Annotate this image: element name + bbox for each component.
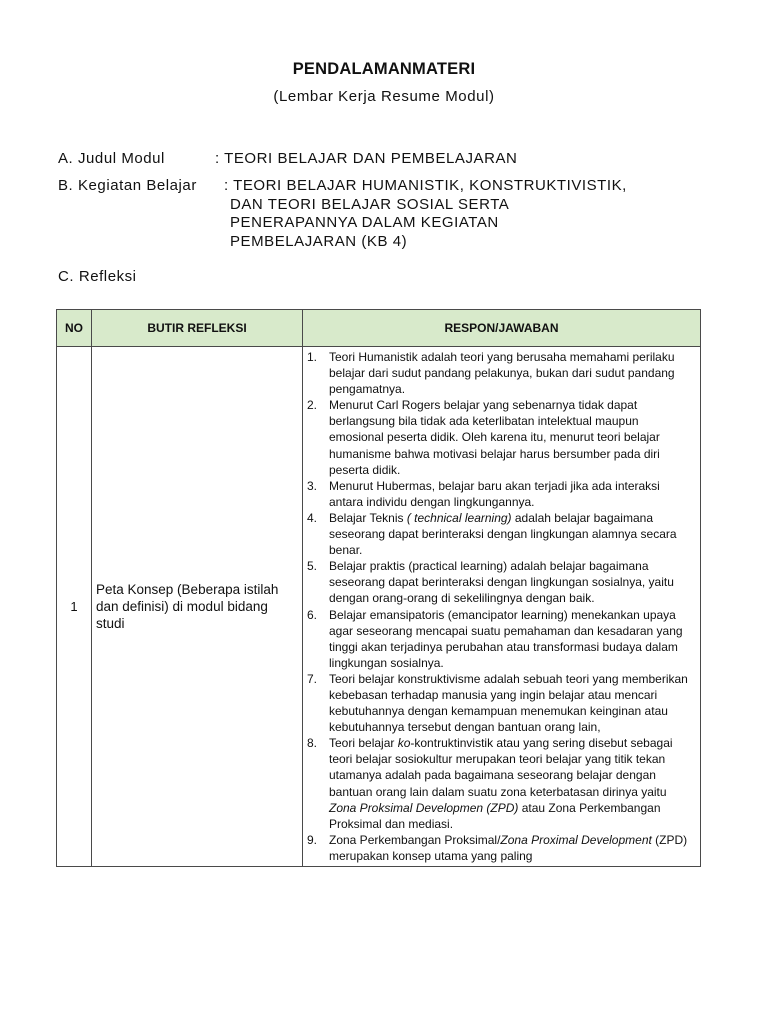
list-item-number: 1. — [307, 350, 318, 364]
list-item-text: Zona Proksimal Developmen (ZPD) — [329, 800, 519, 815]
list-item-text: Belajar emansipatoris (emancipator learning) menekankan upaya agar seseorang mencapai suatu pemahaman dan kesadaran yang tinggi akan terjadinya perubahan atau transformasi budaya dalam lingkungan sosialnya. — [329, 607, 683, 670]
list-item — [303, 558, 692, 606]
list-item-text: Zona Perkembangan Proksimal/ — [329, 832, 501, 847]
refleksi-table — [56, 309, 701, 867]
list-item — [303, 832, 692, 864]
list-item — [303, 735, 692, 832]
kegiatan-line: DAN TEORI BELAJAR SOSIAL SERTA — [230, 195, 510, 213]
list-item — [303, 397, 692, 477]
list-item-text: -kontruktinvistik atau yang sering disebut sebagai teori belajar sosiokultur merupakan teori belajar yang titik tekan utamanya adalah pada bagaimana seseorang belajar dengan bantuan orang lain dalam suatu zona keterbatasan dirinya yaitu — [329, 736, 673, 799]
list-item-number: 8. — [307, 736, 318, 751]
list-item-text: Menurut Carl Rogers belajar yang sebenarnya tidak dapat berlangsung bila tidak ada keterlibatan intelektual maupun emosional peserta didik. Oleh karena itu, menurut teori belajar humanisme bahwa motivasi belajar harus bersumber pada diri peserta didik. — [329, 398, 660, 477]
kegiatan-line: PEMBELAJARAN (KB 4) — [230, 232, 408, 250]
list-item-text: ( technical learning) — [406, 510, 512, 525]
list-item — [303, 671, 692, 735]
row-number: 1 — [57, 347, 92, 867]
header-respon-jawaban: RESPON/JAWABAN — [303, 310, 701, 347]
header-no: NO — [57, 310, 92, 347]
respon-list — [303, 349, 692, 864]
list-item-text: Teori Humanistik adalah teori yang berusaha memahami perilaku belajar dari sudut pandang pelakunya, bukan dari sudut pandang pengamatnya. — [329, 350, 675, 397]
judul-modul-label: A. Judul Modul — [58, 150, 165, 167]
judul-modul-value: : TEORI BELAJAR DAN PEMBELAJARAN — [215, 150, 518, 167]
list-item-text: Belajar Teknis — [329, 510, 407, 525]
table-row — [57, 347, 701, 867]
list-item-text: Teori belajar — [329, 736, 398, 751]
list-item-text: atau Zona Perkembangan Proksimal dan mediasi. — [329, 800, 661, 831]
table-header-row — [57, 310, 701, 347]
refleksi-label: C. Refleksi — [58, 268, 137, 285]
page-title: PENDALAMANMATERI — [292, 60, 476, 78]
list-item-text: adalah belajar bagaimana seseorang dapat berinteraksi dengan lingkungan alamnya secara benar. — [329, 510, 677, 558]
list-item-text: ko — [397, 736, 411, 751]
page-subtitle: (Lembar Kerja Resume Modul) — [273, 88, 495, 105]
list-item — [303, 478, 692, 510]
list-item-number: 9. — [307, 832, 318, 847]
list-item-number: 4. — [307, 510, 318, 525]
list-item-number: 6. — [307, 607, 318, 622]
kegiatan-belajar-value — [224, 177, 627, 251]
list-item-number: 2. — [307, 398, 318, 413]
list-item-number: 5. — [307, 559, 318, 574]
kegiatan-line: : TEORI BELAJAR HUMANISTIK, KONSTRUKTIVISTIK, — [224, 177, 627, 194]
list-item — [303, 607, 692, 671]
list-item-text: (ZPD) merupakan konsep utama yang paling — [329, 832, 688, 863]
list-item — [303, 349, 692, 397]
list-item-text: Zona Proximal Development — [500, 832, 652, 847]
list-item — [303, 510, 692, 558]
list-item-text: Menurut Hubermas, belajar baru akan terjadi jika ada interaksi antara individu dengan lingkungannya. — [329, 478, 660, 509]
kegiatan-belajar-label: B. Kegiatan Belajar — [58, 177, 197, 194]
list-item-number: 3. — [307, 478, 318, 493]
kegiatan-line: PENERAPANNYA DALAM KEGIATAN — [230, 214, 499, 231]
list-item-text: Teori belajar konstruktivisme adalah sebuah teori yang memberikan kebebasan terhadap manusia yang ingin belajar atau mencari kebutuhannya dengan kemampuan menemukan keinginan atau kebutuhannya tersebut dengan bantuan orang lain, — [329, 671, 688, 735]
list-item-number: 7. — [307, 671, 318, 686]
list-item-text: Belajar praktis (practical learning) adalah belajar bagaimana seseorang dapat berinteraksi dengan lingkungan sosialnya, yaitu dengan orang-orang di sekelilingnya dengan baik. — [329, 559, 674, 606]
butir-refleksi-cell: Peta Konsep (Beberapa istilah dan definisi) di modul bidang studi — [92, 347, 303, 867]
respon-cell — [303, 347, 701, 867]
header-butir-refleksi: BUTIR REFLEKSI — [92, 310, 303, 347]
